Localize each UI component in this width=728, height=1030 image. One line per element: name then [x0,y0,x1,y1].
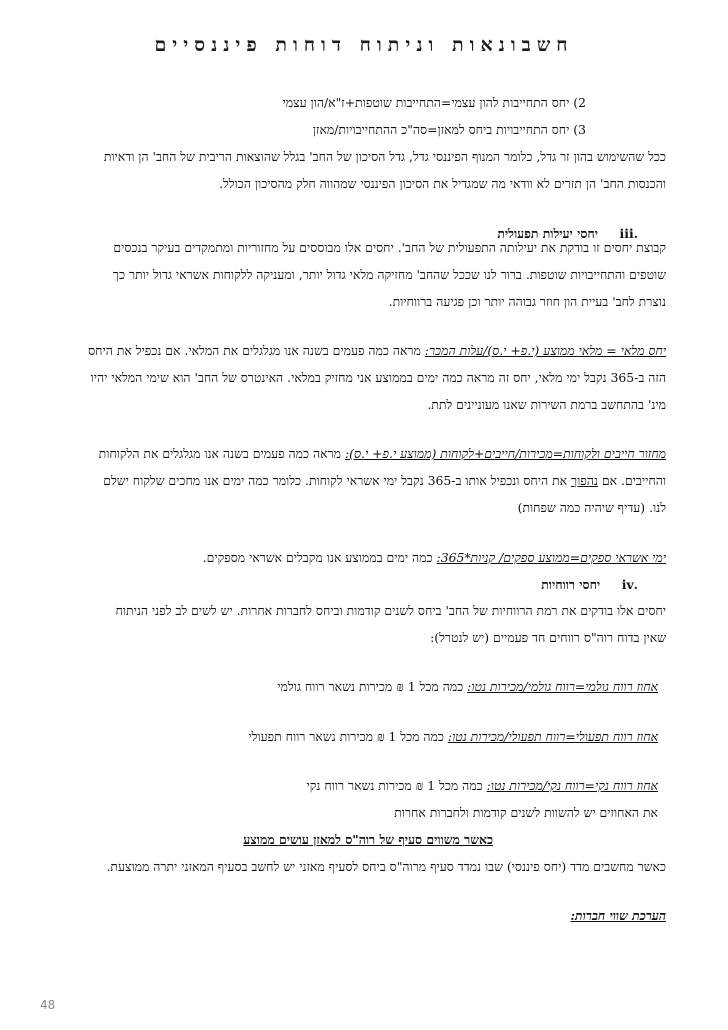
section-heading-valuation: הערכת שווי חברות: [570,908,666,923]
formula-label: אחוז רווח תפעולי=רווח תפעולי/מכירות נטו: [447,729,658,744]
body-line: נוצרת לחב' בעיית הון חוזר גבוהה יותר וכן פגיעה ברווחיות. [388,294,666,309]
text-fragment: את היחס ונכפיל אותו ב-365 נקבל ימי אשראי לקוחות. כלומר כמה ימים אנו מחכים שלקוח ישלם [103,473,572,488]
formula-label: אחוז רווח נקי=רווח נקי/מכירות נטו: [486,778,658,793]
text-fragment: והחייבים. אם [597,473,666,488]
body-line: את האחוזים יש להשוות לשנים קודמות ולחברות אחרות [394,805,658,820]
bold-note: כאשר משווים סעיף של רוה"ס למאזן עושים ממוצע [243,832,493,847]
body-line: כאשר מחשבים מדד (יחס פיננסי) שבו נמדד סעיף מרוה"ס ביחס לסעיף מאזני יש לחשב בסעיף המאזני יתרה ממוצעת. [106,859,666,874]
formula-label: יחס מלאי = מלאי ממוצע (י.פ+ י.ס)/עלות המכר: [424,343,666,358]
underlined-word: נהפוך [571,473,598,488]
definition-receivables [62,446,666,462]
body-line: לנו. (עדיף שיהיה כמה שפחות) [517,500,666,515]
formula-text: כמה מכל 1 ₪ מכירות נשאר רווח תפעולי [248,729,448,744]
definition-gross-margin [277,679,658,695]
body-line: יחסים אלו בודקים את רמת הרווחיות של החב' ביחס לשנים קודמות וביחס לחברות אחרות. יש לשים לב לפני הניתוח [115,603,666,618]
body-line: ככל שהשימוש בהון זר גדל, כלומר המנוף הפיננסי גדל, גדל הסיכון של החב' בגלל שהוצאות הריבית של החב' הן ודאיות [103,149,666,164]
body-line: שוטפים והתחייבויות שוטפות. ברור לנו שככל שהחב' מחזיקה מלאי גדול יותר, ומעניקה ללקוחות אשראי גדול יותר כך [112,267,666,282]
body-line [62,473,666,489]
body-line: שאין בדוח רוה"ס רווחים חד פעמיים (יש לנטרל): [430,630,666,645]
definition-inventory [62,343,666,359]
formula-text: כמה מכל 1 ₪ מכירות נשאר רווח גולמי [277,679,468,694]
definition-operating-margin [248,729,658,745]
page-number: 48 [40,998,56,1012]
formula-label: מחזור חייבים ולקוחות=מכירות/חייבים+לקוחות (ממוצע י.פ+ י.ס): [344,446,666,461]
body-line: קבוצת יחסים זו בודקת את יעילותה התפעולית של החב'. יחסים אלו מבוססים על מחזוריות ומתמקדים בעיקר בנכסים [113,240,666,255]
definition-net-margin [307,778,659,794]
definition-payables [203,550,666,566]
section-number: .iii [619,226,638,241]
body-line: הזה ב-365 נקבל ימי מלאי, יחס זה מראה כמה ימים בממוצע אני מחזיק במלאי. האינטרס של החב' הוא שימי המלאי יהיו [90,370,666,385]
formula-text: כמה ימים בממוצע אנו מקבלים אשראי מספקים. [202,550,437,565]
body-line: מינ' בהתחשב ברמת השירות שאנו מעוניינים לתת. [427,397,666,412]
formula-text: מראה כמה פעמים בשנה אנו מגלגלים את המלאי. אם נכפיל את היחס [88,343,425,358]
formula-text: מראה כמה פעמים בשנה אנו מגלגלים את הלקוחות [98,446,345,461]
formula-label: אחוז רווח גולמי=רווח גולמי/מכירות נטו: [467,679,658,694]
body-line: והכנסות החב' הן תזרים לא וודאי מה שמגדיל את הסיכון הפיננסי שמהווה חלק מהסיכון הכולל. [219,176,666,191]
formula-text: כמה מכל 1 ₪ מכירות נשאר רווח נקי [306,778,487,793]
section-title: יחסי יעילות תפעולית [497,226,598,241]
section-title: יחסי רווחיות [541,577,601,592]
section-number: .iv [621,577,638,592]
ratio-line-2: 2) יחס התחייבות להון עצמי=התחייבות שוטפות+ז"א/הון עצמי [282,95,586,110]
section-heading-iv [541,577,638,593]
ratio-line-3: 3) יחס התחייבויות ביחס למאזן=סה"כ ההתחייבויות/מאזן [312,122,586,137]
formula-label: ימי אשראי ספקים=ממוצע ספקים/ קניות*365: [436,550,666,565]
page-header-title: חשבונאות וניתוח דוחות פיננסיים [154,34,574,56]
